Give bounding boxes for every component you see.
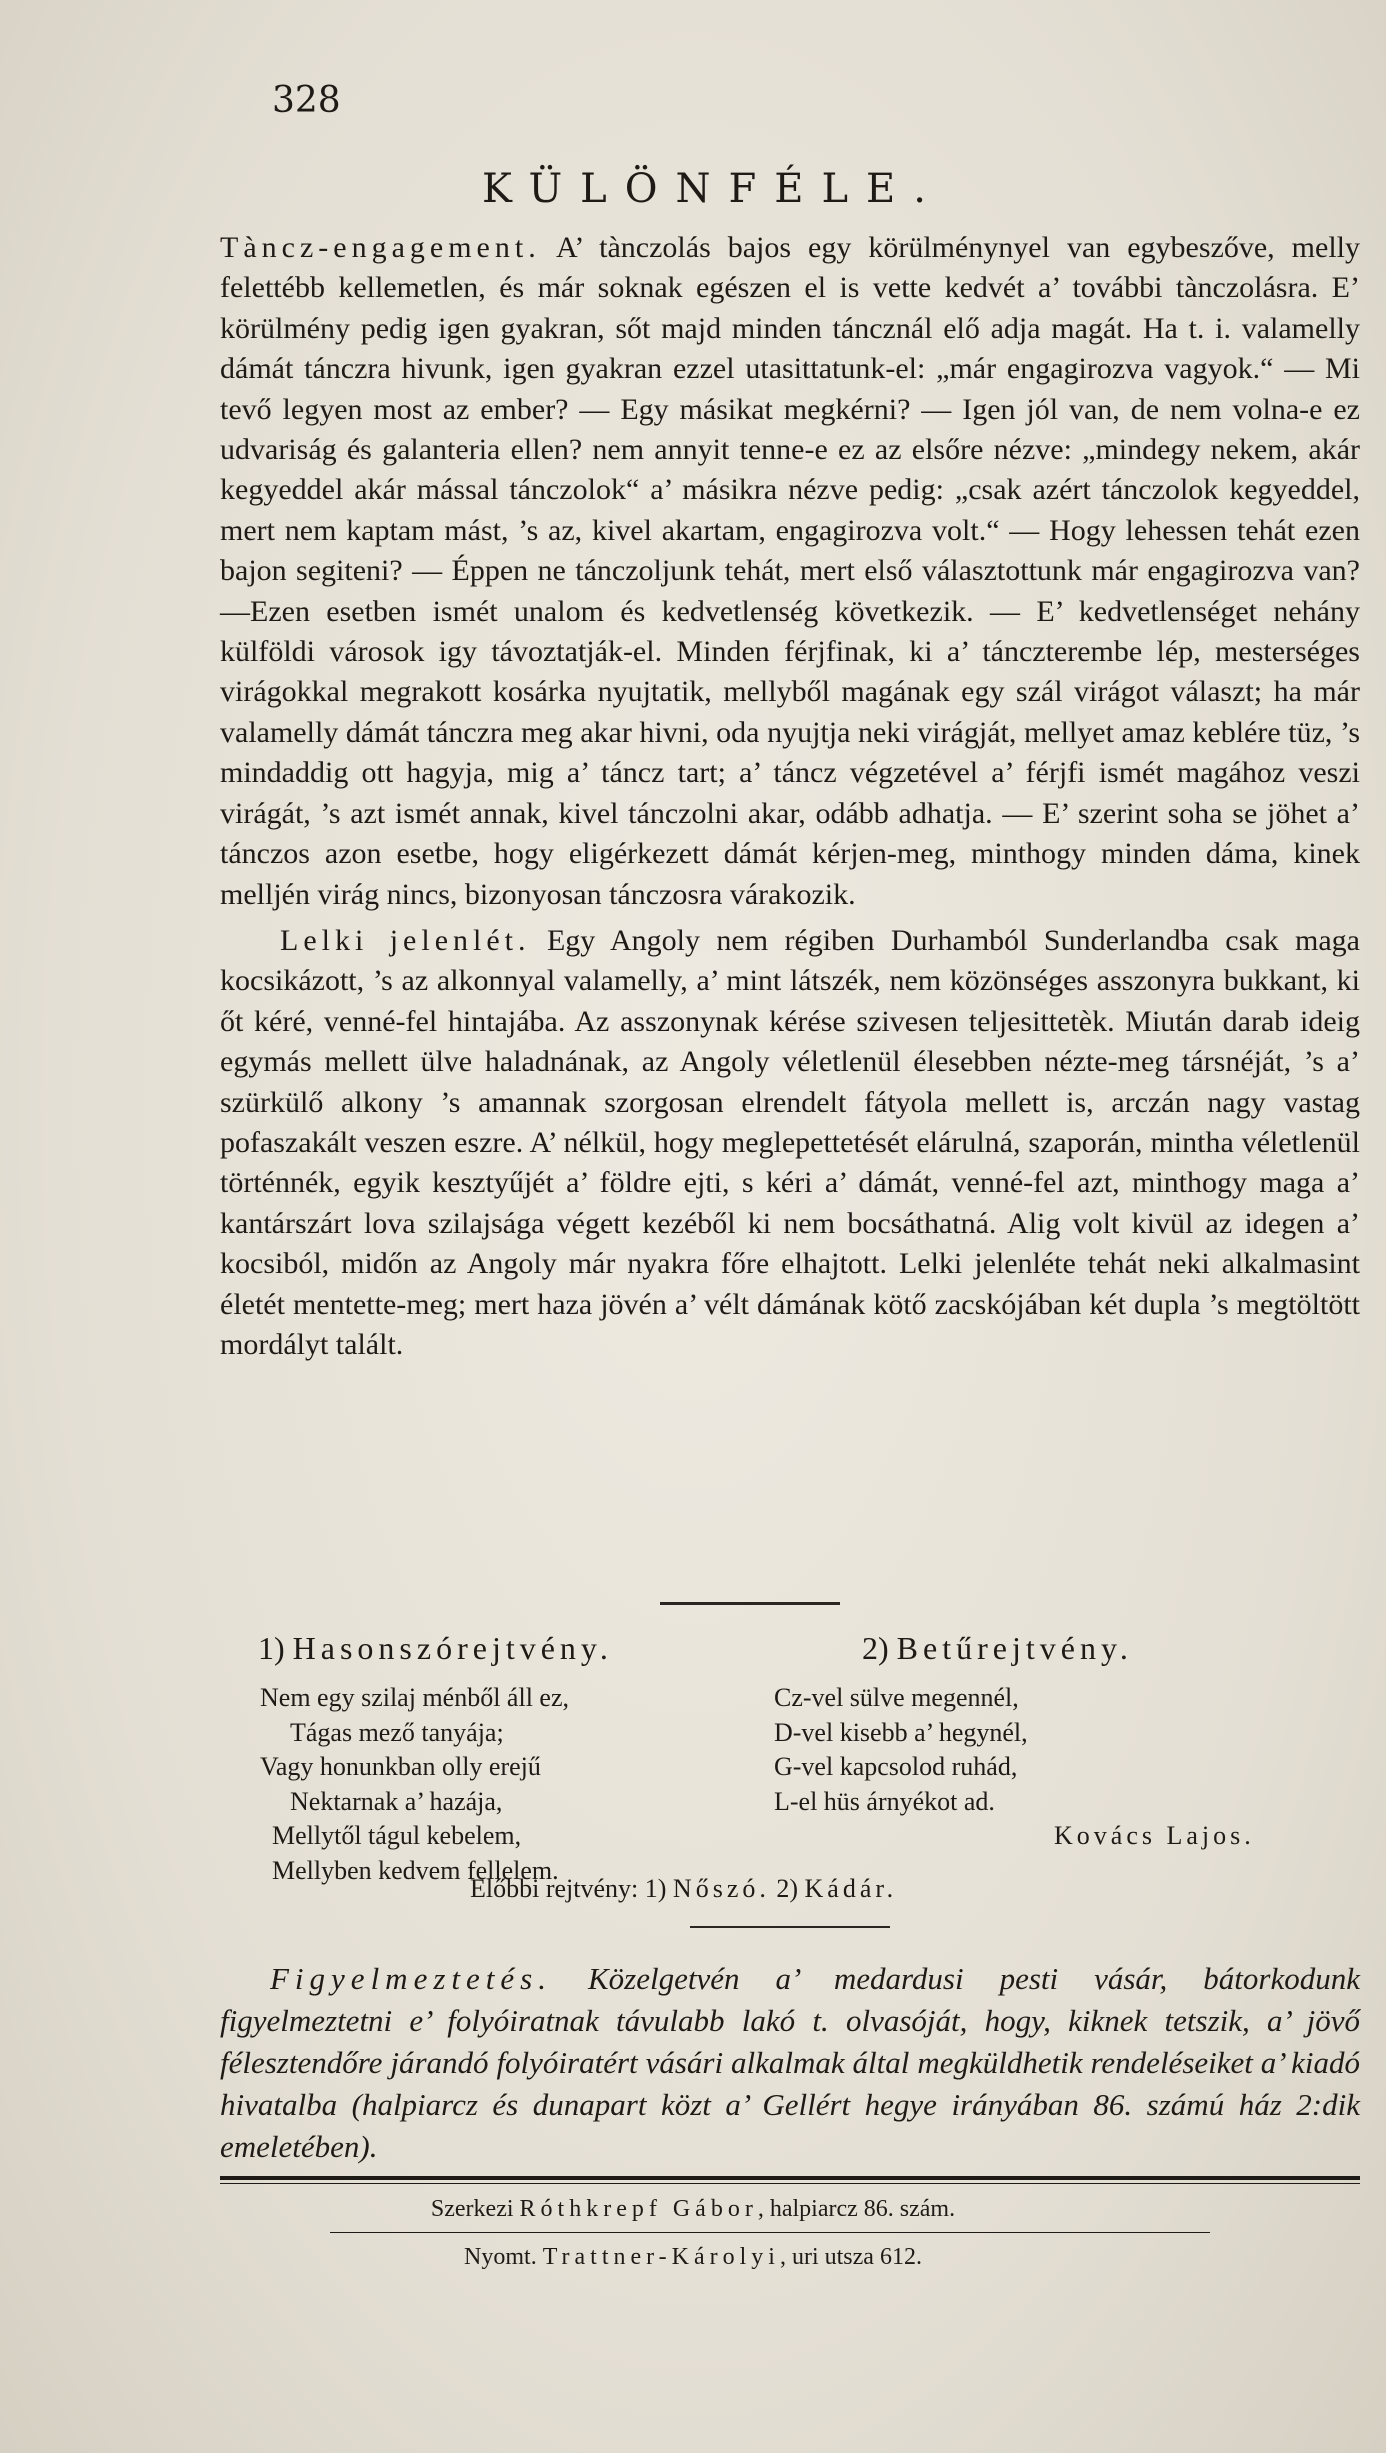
article-lelki-jelenlet <box>220 921 1360 1365</box>
divider <box>330 2232 1210 2233</box>
printer-line <box>0 2244 1386 2271</box>
article-heading: Tàncz-engagement. <box>220 231 541 264</box>
divider <box>660 1602 840 1605</box>
editor-line <box>0 2196 1386 2223</box>
previous-answers <box>470 1874 897 1904</box>
verse-line: Nektarnak a’ hazája, <box>290 1786 503 1816</box>
puzzle1-heading <box>258 1630 613 1667</box>
verse-line: D-vel kisebb a’ hegynél, <box>774 1717 1028 1747</box>
printer-address: , uri utsza 612. <box>779 2244 922 2270</box>
divider <box>690 1926 890 1928</box>
section-title: KÜLÖNFÉLE. <box>482 166 944 212</box>
puzzle2-heading <box>862 1630 1133 1667</box>
article-tancz-engagement <box>220 228 1360 915</box>
editor-address: , halpiarcz 86. szám. <box>757 2196 956 2222</box>
puzzle-number: 2) <box>862 1630 889 1666</box>
notice-text: Közelgetvén a’ medardusi pesti vásár, bátorkodunk figyelmeztetni e’ folyóiratnak távulabb lakó t. olvasóját, hogy, kiknek tetszik, a’ jövő félesztendőre járandó folyóiratért vásári alkalmak által megküldhetik rendeléseiket a’ kiadó hivatalba (halpiarcz és dunapart közt a’ Gellért hegye irányában 86. számú ház 2:dik emeletében). <box>220 1961 1360 2164</box>
editor-label: Szerkezi <box>430 2196 514 2222</box>
printer-name: Trattner-Károlyi <box>542 2244 780 2270</box>
verse-line: Tágas mező tanyája; <box>290 1717 504 1747</box>
verse-line: Vagy honunkban olly erejű <box>260 1752 541 1781</box>
divider <box>220 2176 1360 2180</box>
verse-line: G-vel kapcsolod ruhád, <box>774 1752 1018 1781</box>
puzzle-title: Betűrejtvény. <box>896 1630 1133 1666</box>
divider <box>220 2183 1360 2184</box>
editor-name: Róthkrepf Gábor <box>519 2196 758 2222</box>
notice-heading: Figyelmeztetés. <box>270 1961 552 1996</box>
verse-line: Mellytől tágul kebelem, <box>272 1821 522 1850</box>
answers-label: Előbbi rejtvény: <box>470 1874 639 1903</box>
verse-line: Nem egy szilaj ménből áll ez, <box>260 1683 570 1712</box>
article-heading: Lelki jelenlét. <box>280 923 531 957</box>
page-number: 328 <box>272 80 341 121</box>
verse-line: Cz-vel sülve megennél, <box>774 1683 1019 1712</box>
answer-number: 2) <box>776 1874 799 1903</box>
answer-1: Nőszó. <box>672 1874 770 1903</box>
puzzle-title: Hasonszórejtvény. <box>292 1630 613 1666</box>
article-text: A’ tànczolás bajos egy körülménynyel van egybeszőve, melly felettébb kellemetlen, és már soknak egészen el is vette kedvét a’ további tànczolásra. E’ körülmény pedig igen gyakran, sőt majd minden táncznál elő adja magát. Ha t. i. valamelly dámát tánczra hivunk, igen gyakran ezzel utasittatunk-el: „már engagirozva vagyok.“ — Mi tevő legyen most az ember? — Egy másikat megkérni? — Igen jól van, de nem volna-e ez udvariság és galanteria ellen? nem annyit tenne-e ez az elsőre nézve: „mindegy nekem, akár kegyeddel akár mással tánczolok“ a’ másikra nézve pedig: „csak azért tánczolok kegyeddel, mert nem kaptam mást, ’s az, kivel akartam, engagirozva volt.“ — Hogy lehessen tehát ezen bajon segiteni? — Éppen ne tánczoljunk tehát, mert első választottunk már engagirozva van? —Ezen esetben ismét unalom és kedvetlenség következik. — E’ kedvetlenséget nehány külföldi városok igy távoztatják-el. Minden férjfinak, ki a’ tánczterembe lép, mesterséges virágokkal megrakott kosárka nyujtatik, mellyből magának egy szál virágot választ; ha már valamelly dámát tánczra meg akar hivni, oda nyujtja neki virágját, mellyet amaz keblére tüz, ’s mindaddig ott hagyja, mig a’ táncz tart; a’ táncz végzetével a’ férjfi ismét magához veszi virágát, ’s azt ismét annak, kivel tánczolni akar, odább adhatja. — E’ szerint soha se jöhet a’ tánczos azon esetbe, hogy eligérkezett dámát kérjen-meg, minthogy minden dáma, kinek melljén virág nincs, bizonyosan tánczosra várakozik. <box>220 231 1360 911</box>
puzzle2-verse <box>774 1681 1255 1854</box>
notice-paragraph <box>220 1958 1360 2168</box>
verse-line: L-el hüs árnyékot ad. <box>774 1786 995 1816</box>
answer-2: Kádár. <box>804 1874 898 1903</box>
verse-line: Mellyben kedvem fellelem. <box>272 1855 559 1885</box>
puzzle-author: Kovács Lajos. <box>1054 1821 1255 1850</box>
article-text: Egy Angoly nem régiben Durhamból Sunderlandba csak maga kocsikázott, ’s az alkonnyal valamelly, a’ mint látszék, nem közönséges asszonyra bukkant, ki őt kéré, venné-fel hintajába. Az asszonynak kérése szivesen teljesittetèk. Miután darab ideig egymás mellett ülve haladnának, az Angoly véletlenül élesebben nézte-meg társnéját, ’s a’ szürkülő alkony ’s amannak szorgosan elrendelt fátyola mellett is, arczán nagy vastag pofaszakált veszen eszre. A’ nélkül, hogy meglepettetését elárulná, szaporán, mintha véletlenül történnék, egyik kesztyűjét a’ földre ejti, s kéri a’ dámát, venné-fel azt, minthogy maga a’ kantárszárt lova szilajsága végett kezéből ki nem bocsáthatná. Alig volt kivül az idegen a’ kocsiból, midőn az Angoly már nyakra főre elhajtott. Lelki jelenléte tehát neki alkalmasint életét mentette-meg; mert haza jövén a’ vélt dámának kötő zacskójában két dupla ’s megtöltött mordályt talált. <box>220 923 1360 1361</box>
puzzle1-verse <box>260 1681 569 1888</box>
answer-number: 1) <box>644 1874 667 1903</box>
printer-label: Nyomt. <box>464 2244 537 2270</box>
articles-column <box>220 228 1360 1365</box>
puzzle-number: 1) <box>258 1630 285 1666</box>
